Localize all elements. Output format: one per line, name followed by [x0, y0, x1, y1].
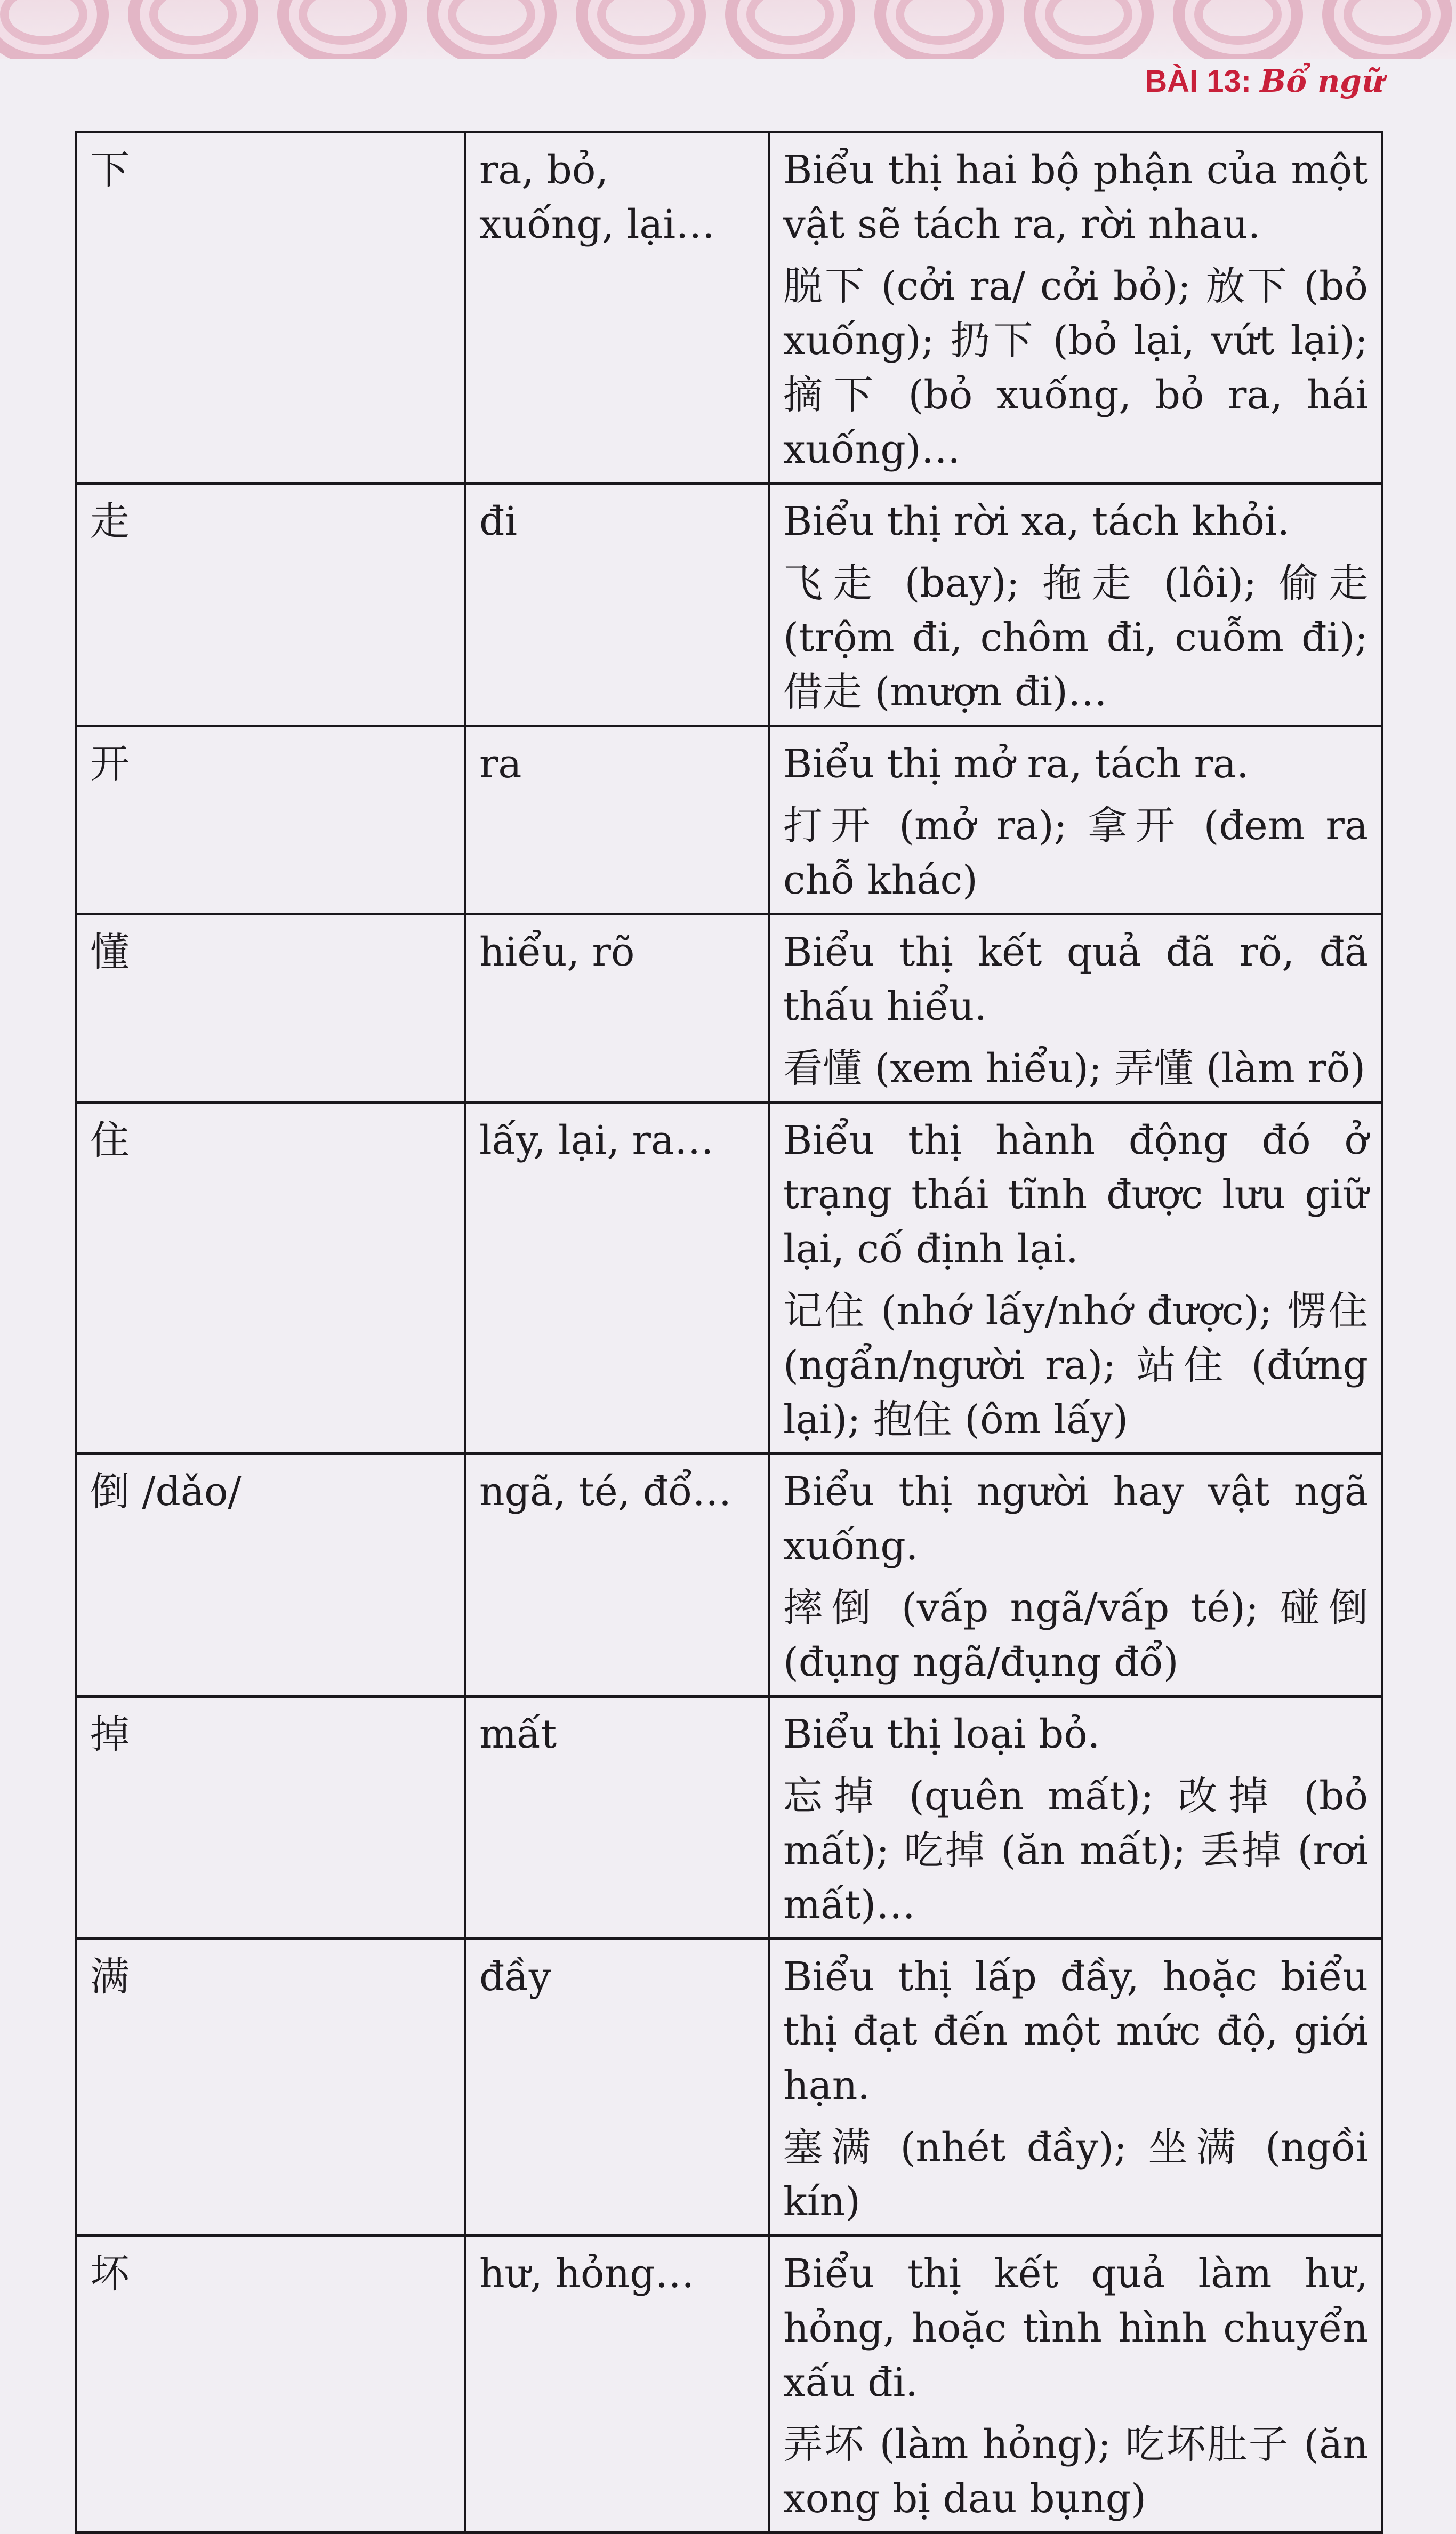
description-cell: [769, 914, 1382, 1103]
usage-description: Biểu thị kết quả làm hư, hỏng, hoặc tình hình chuyển xấu đi.: [783, 2251, 1368, 2406]
usage-examples: 摔倒 (vấp ngã/vấp té); 碰倒 (đụng ngã/đụng đổ): [783, 1585, 1368, 1685]
usage-description: Biểu thị loại bỏ.: [783, 1711, 1100, 1757]
table-row: [76, 914, 1382, 1103]
usage-description: Biểu thị kết quả đã rõ, đã thấu hiểu.: [783, 929, 1368, 1029]
usage-examples: 飞走 (bay); 拖走 (lôi); 偷走 (trộm đi, chôm đi, cuỗm đi); 借走 (mượn đi)…: [783, 560, 1368, 715]
usage-description: Biểu thị lấp đầy, hoặc biểu thị đạt đến một mức độ, giới hạn.: [783, 1954, 1368, 2109]
meaning-cell: hư, hỏng…: [465, 2236, 769, 2533]
description-cell: [769, 1454, 1382, 1696]
table-row: [76, 1454, 1382, 1696]
usage-description: Biểu thị rời xa, tách khỏi.: [783, 498, 1290, 544]
meaning-cell: hiểu, rõ: [465, 914, 769, 1103]
description-cell: [769, 1103, 1382, 1454]
decorative-header-band: [0, 0, 1456, 59]
usage-examples: 脱下 (cởi ra/ cởi bỏ); 放下 (bỏ xuống); 扔下 (bỏ lại, vứt lại); 摘下 (bỏ xuống, bỏ ra, hái xuống)…: [783, 263, 1368, 472]
description-cell: [769, 2236, 1382, 2533]
chinese-char-cell: 住: [76, 1103, 465, 1454]
meaning-cell: lấy, lại, ra…: [465, 1103, 769, 1454]
meaning-cell: ngã, té, đổ…: [465, 1454, 769, 1696]
table-row: [76, 132, 1382, 484]
chinese-char-cell: 倒 /dǎo/: [76, 1454, 465, 1696]
meaning-cell: đầy: [465, 1939, 769, 2236]
description-cell: [769, 726, 1382, 914]
complement-table: [75, 131, 1383, 2534]
chinese-char-cell: 满: [76, 1939, 465, 2236]
table-row: [76, 726, 1382, 914]
description-cell: [769, 132, 1382, 484]
chinese-char-cell: 下: [76, 132, 465, 484]
lesson-title: Bổ ngữ: [1260, 63, 1384, 99]
usage-examples: 塞满 (nhét đầy); 坐满 (ngồi kín): [783, 2125, 1368, 2225]
usage-examples: 记住 (nhớ lấy/nhớ được); 愣住 (ngẩn/người ra); 站住 (đứng lại); 抱住 (ôm lấy): [783, 1288, 1368, 1443]
chinese-char-cell: 开: [76, 726, 465, 914]
usage-description: Biểu thị hành động đó ở trạng thái tĩnh được lưu giữ lại, cố định lại.: [783, 1117, 1368, 1272]
lesson-number: BÀI 13:: [1145, 64, 1252, 99]
usage-description: Biểu thị người hay vật ngã xuống.: [783, 1469, 1368, 1569]
meaning-cell: đi: [465, 484, 769, 726]
usage-examples: 看懂 (xem hiểu); 弄懂 (làm rõ): [783, 1045, 1366, 1091]
table-row: [76, 1696, 1382, 1939]
table-row: [76, 1103, 1382, 1454]
meaning-cell: mất: [465, 1696, 769, 1939]
usage-examples: 弄坏 (làm hỏng); 吃坏肚子 (ăn xong bị dau bụng): [783, 2422, 1368, 2522]
chinese-char-cell: 坏: [76, 2236, 465, 2533]
table-row: [76, 2236, 1382, 2533]
usage-description: Biểu thị mở ra, tách ra.: [783, 741, 1249, 787]
chinese-char-cell: 走: [76, 484, 465, 726]
chinese-char-cell: 掉: [76, 1696, 465, 1939]
chinese-char-cell: 懂: [76, 914, 465, 1103]
meaning-cell: ra, bỏ, xuống, lại…: [465, 132, 769, 484]
lesson-header: [1145, 63, 1384, 99]
usage-examples: 忘掉 (quên mất); 改掉 (bỏ mất); 吃掉 (ăn mất); 丢掉 (rơi mất)…: [783, 1773, 1368, 1928]
usage-examples: 打开 (mở ra); 拿开 (đem ra chỗ khác): [783, 803, 1368, 903]
description-cell: [769, 1939, 1382, 2236]
usage-description: Biểu thị hai bộ phận của một vật sẽ tách ra, rời nhau.: [783, 147, 1368, 247]
description-cell: [769, 484, 1382, 726]
table-row: [76, 1939, 1382, 2236]
table-row: [76, 484, 1382, 726]
meaning-cell: ra: [465, 726, 769, 914]
description-cell: [769, 1696, 1382, 1939]
